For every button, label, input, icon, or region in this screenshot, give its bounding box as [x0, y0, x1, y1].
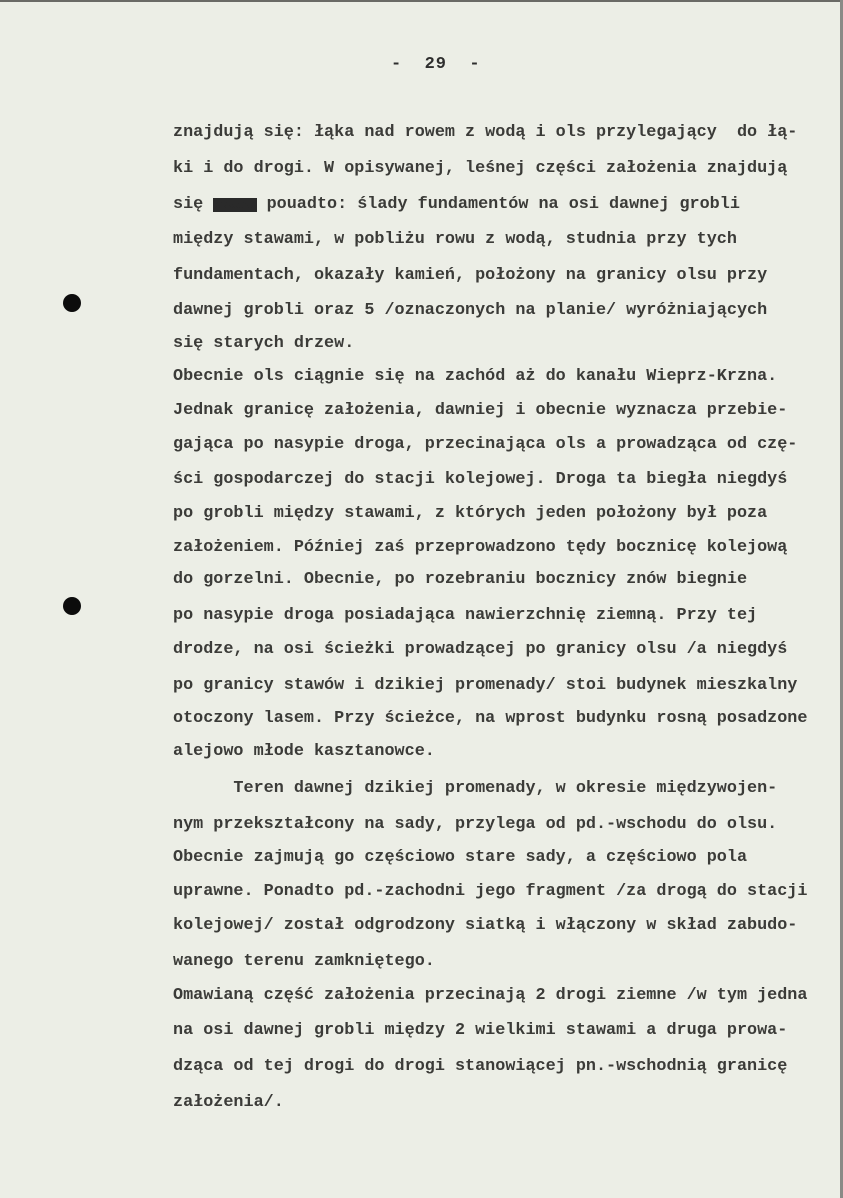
text-line-content: alejowo młode kasztanowce.	[173, 742, 435, 761]
text-line	[173, 709, 807, 729]
text-line	[173, 779, 777, 799]
text-line	[173, 676, 797, 696]
text-line	[173, 848, 747, 868]
text-line-content: po nasypie droga posiadająca nawierzchnię ziemną. Przy tej	[173, 606, 758, 625]
text-line-content: wanego terenu zamkniętego.	[173, 952, 435, 971]
text-line-content: dawnej grobli oraz 5 /oznaczonych na planie/ wyróżniających	[173, 301, 768, 320]
text-line-content: uprawne. Ponadto pd.-zachodni jego fragment /za drogą do stacji	[173, 882, 808, 901]
text-line	[173, 916, 797, 936]
text-line	[173, 952, 435, 972]
text-line-content: kolejowej/ został odgrodzony siatką i włączony w skład zabudo-	[173, 916, 798, 935]
text-line-content: między stawami, w pobliżu rowu z wodą, studnia przy tych	[173, 230, 737, 249]
text-line-content: Jednak granicę założenia, dawniej i obecnie wyznacza przebie-	[173, 401, 788, 420]
text-line	[173, 266, 767, 286]
punch-hole	[63, 294, 81, 312]
text-line	[173, 195, 740, 215]
text-line	[173, 1057, 787, 1077]
page-number: - 29 -	[391, 55, 481, 74]
text-line	[173, 742, 435, 762]
text-line-content: gająca po nasypie droga, przecinająca ols a prowadząca od czę-	[173, 435, 798, 454]
text-line	[173, 435, 797, 455]
text-line-content: Teren dawnej dzikiej promenady, w okresie międzywojen-	[173, 779, 778, 798]
text-line	[173, 470, 787, 490]
punch-hole	[63, 597, 81, 615]
text-line-content: się starych drzew.	[173, 334, 355, 353]
text-line-content: drodze, na osi ścieżki prowadzącej po granicy olsu /a niegdyś	[173, 640, 788, 659]
text-line	[173, 301, 767, 321]
text-line-content: fundamentach, okazały kamień, położony na granicy olsu przy	[173, 266, 768, 285]
text-line	[173, 882, 807, 902]
text-line-content: nym przekształcony na sady, przylega od pd.-wschodu do olsu.	[173, 815, 778, 834]
text-line	[173, 401, 787, 421]
text-line-content: Omawianą część założenia przecinają 2 drogi ziemne /w tym jedna	[173, 986, 808, 1005]
page-edge-top	[0, 0, 843, 2]
text-line-content: otoczony lasem. Przy ścieżce, na wprost budynku rosną posadzone	[173, 709, 808, 728]
text-line-content: znajdują się: łąka nad rowem z wodą i ols przylegający do łą-	[173, 123, 798, 142]
text-line-content: ści gospodarczej do stacji kolejowej. Droga ta biegła niegdyś	[173, 470, 788, 489]
text-line	[173, 570, 747, 590]
text-line	[173, 367, 777, 387]
text-line	[173, 815, 777, 835]
text-line	[173, 334, 354, 354]
text-line	[173, 538, 787, 558]
text-line-content: Obecnie ols ciągnie się na zachód aż do kanału Wieprz-Krzna.	[173, 367, 778, 386]
text-line	[173, 986, 807, 1006]
text-line-content: po grobli między stawami, z których jeden położony był poza	[173, 504, 768, 523]
text-line-content: pouadto: ślady fundamentów na osi dawnej grobli	[256, 195, 740, 214]
text-line	[173, 504, 767, 524]
text-line-content: na osi dawnej grobli między 2 wielkimi stawami a druga prowa-	[173, 1021, 788, 1040]
text-line-content: założeniem. Później zaś przeprowadzono tędy bocznicę kolejową	[173, 538, 788, 557]
text-line	[173, 123, 797, 143]
text-line-content: Obecnie zajmują go częściowo stare sady, a częściowo pola	[173, 848, 748, 867]
text-line	[173, 1021, 787, 1041]
text-line-content: po granicy stawów i dzikiej promenady/ stoi budynek mieszkalny	[173, 676, 798, 695]
text-line-content: się	[173, 195, 204, 214]
struck-out-word: xxxxxx	[213, 198, 257, 212]
text-line	[173, 159, 787, 179]
text-line-content: do gorzelni. Obecnie, po rozebraniu bocznicy znów biegnie	[173, 570, 748, 589]
text-line	[173, 230, 737, 250]
text-line	[173, 640, 787, 660]
text-line-content: ki i do drogi. W opisywanej, leśnej części założenia znajdują	[173, 159, 788, 178]
text-line-content: dząca od tej drogi do drogi stanowiącej pn.-wschodnią granicę	[173, 1057, 788, 1076]
text-line	[173, 1093, 284, 1113]
text-line-content: założenia/.	[173, 1093, 284, 1112]
text-line	[173, 606, 757, 626]
